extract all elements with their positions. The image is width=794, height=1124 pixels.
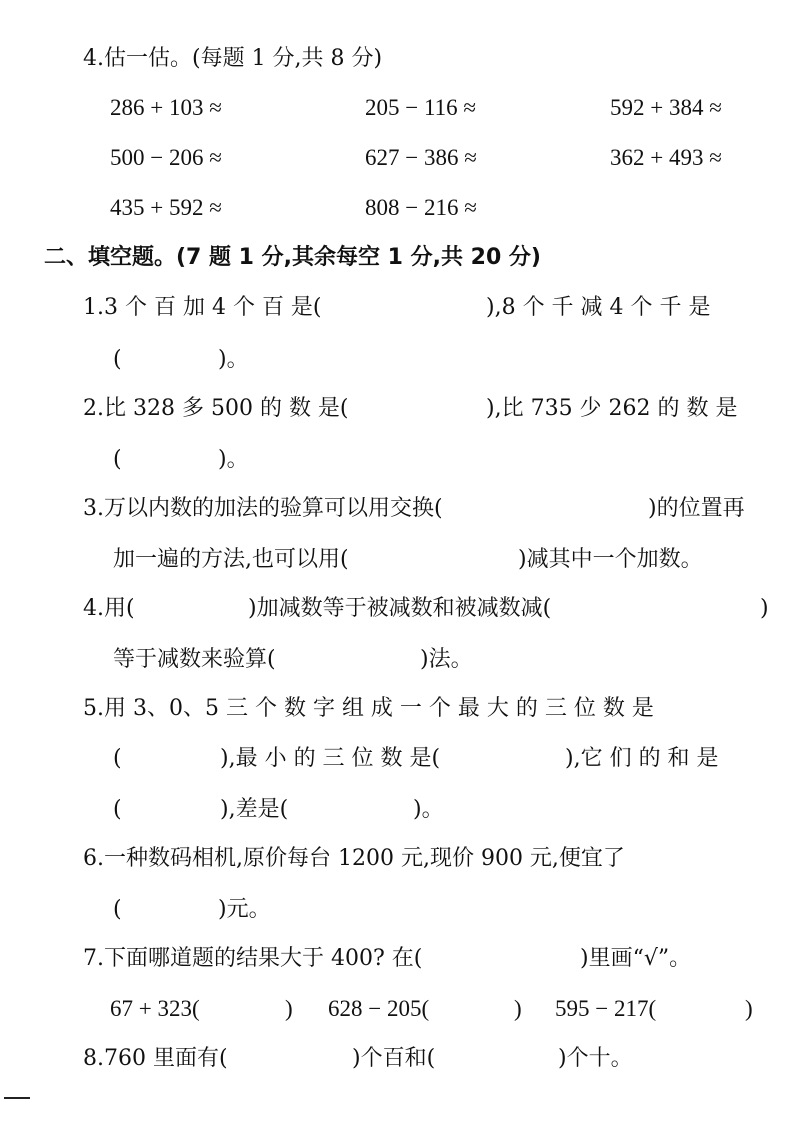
q7-option-expr: 628 − 205( (328, 996, 430, 1021)
q7-option-close: ) (285, 996, 293, 1021)
q4-part-a: 4.用( (83, 596, 135, 621)
q2-blank-close: )。 (218, 447, 249, 472)
q7-option-expr: 67 + 323( (110, 996, 200, 1021)
q7-option-close: ) (745, 996, 753, 1021)
estimate-item: 500 − 206 ≈ (110, 145, 222, 170)
q6-part-c: )元。 (218, 897, 271, 922)
q4-part-d: 等于减数来验算( (113, 647, 276, 672)
q5-part-c: ),最 小 的 三 位 数 是( (220, 746, 441, 771)
q3-part-a: 3.万以内数的加法的验算可以用交换( (83, 496, 443, 521)
q1-blank-close: )。 (218, 347, 249, 372)
q4-part-e: )法。 (420, 647, 473, 672)
q3-part-b: )的位置再 (648, 496, 745, 521)
q7-option-close: ) (514, 996, 522, 1021)
q5-part-a: 5.用 3、0、5 三 个 数 字 组 成 一 个 最 大 的 三 位 数 是 (83, 696, 654, 721)
q6-part-b: ( (113, 897, 122, 922)
q4-part-b: )加减数等于被减数和被减数减( (248, 596, 552, 621)
estimate-item: 435 + 592 ≈ (110, 195, 222, 220)
q5-part-f: ),差是( (220, 797, 289, 822)
q5-part-e: ( (113, 797, 122, 822)
q1-blank-open: ( (113, 347, 122, 372)
estimate-item: 362 + 493 ≈ (610, 145, 722, 170)
q5-part-b: ( (113, 746, 122, 771)
q2-part-a: 2.比 328 多 500 的 数 是( (83, 396, 349, 421)
q1-part-a: 1.3 个 百 加 4 个 百 是( (83, 295, 322, 320)
estimate-item: 627 − 386 ≈ (365, 145, 477, 170)
estimate-item: 592 + 384 ≈ (610, 95, 722, 120)
q1-part-b: ),8 个 千 减 4 个 千 是 (486, 295, 711, 320)
q7-part-a: 7.下面哪道题的结果大于 400? 在( (83, 946, 423, 971)
section2-title: 二、填空题。(7 题 1 分,其余每空 1 分,共 20 分) (44, 245, 541, 270)
q8-part-b: )个百和( (352, 1046, 436, 1071)
q2-blank-open: ( (113, 447, 122, 472)
q3-part-c: 加一遍的方法,也可以用( (113, 547, 349, 572)
q4-part-c: ) (760, 596, 769, 621)
q8-part-a: 8.760 里面有( (83, 1046, 228, 1071)
q5-part-g: )。 (413, 797, 444, 822)
estimate-item: 286 + 103 ≈ (110, 95, 222, 120)
q3-part-d: )减其中一个加数。 (518, 547, 703, 572)
section4-title: 4.估一估。(每题 1 分,共 8 分) (83, 46, 383, 71)
q7-part-b: )里画“√”。 (580, 946, 692, 971)
estimate-item: 808 − 216 ≈ (365, 195, 477, 220)
estimate-item: 205 − 116 ≈ (365, 95, 476, 120)
page-corner-mark (4, 1097, 30, 1099)
q7-option-expr: 595 − 217( (555, 996, 657, 1021)
q6-part-a: 6.一种数码相机,原价每台 1200 元,现价 900 元,便宜了 (83, 846, 625, 871)
q8-part-c: )个十。 (558, 1046, 633, 1071)
q2-part-b: ),比 735 少 262 的 数 是 (486, 396, 738, 421)
q5-part-d: ),它 们 的 和 是 (565, 746, 719, 771)
